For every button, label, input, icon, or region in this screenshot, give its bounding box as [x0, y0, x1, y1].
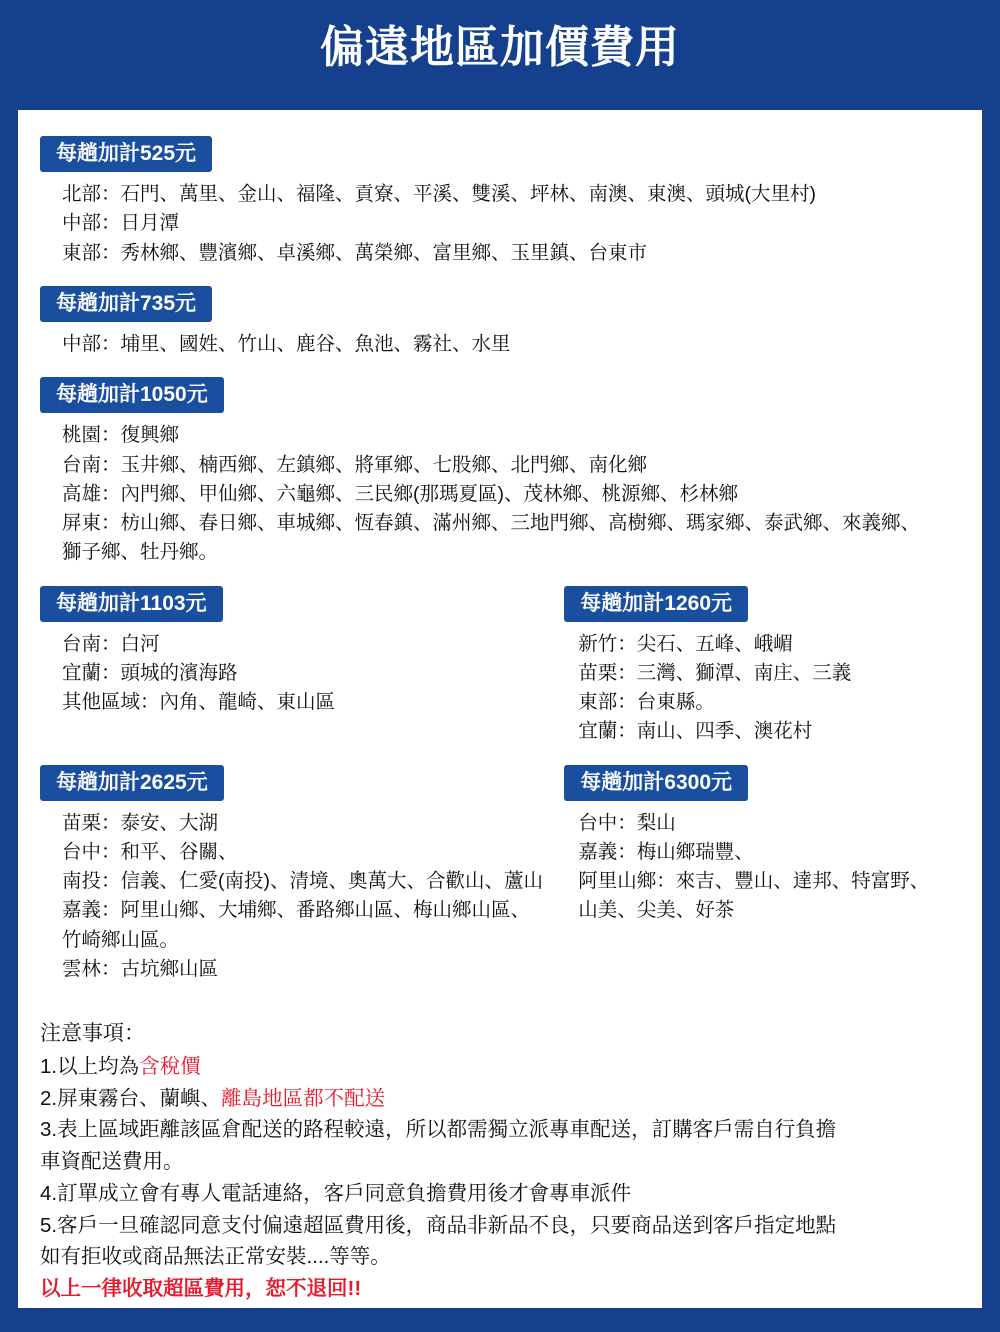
region-line: 苗栗：三灣、獅潭、南庄、三義	[578, 661, 852, 684]
fee-section-1260	[564, 586, 960, 747]
region-line: 台南：白河	[62, 632, 160, 655]
region-line: 獅子鄉、牡丹鄉。	[62, 541, 219, 564]
fee-badge: 每趟加計1050元	[40, 377, 224, 413]
note-item-4: 4.訂單成立會有專人電話連絡，客戶同意負擔費用後才會專車派件	[40, 1181, 632, 1205]
fee-region-list	[40, 630, 564, 718]
note-item-1-text: 1.以上均為	[40, 1054, 140, 1078]
fee-section-1103	[40, 586, 564, 747]
region-line: 高雄：內門鄉、甲仙鄉、六龜鄉、三民鄉(那瑪夏區)、茂林鄉、桃源鄉、杉林鄉	[62, 482, 738, 505]
region-line: 東部：台東縣。	[578, 691, 715, 714]
region-line: 東部：秀林鄉、豐濱鄉、卓溪鄉、萬榮鄉、富里鄉、玉里鎮、台東市	[62, 241, 648, 264]
fee-section-525	[40, 136, 960, 268]
note-item-2	[40, 1083, 960, 1115]
fee-section-2625	[40, 765, 564, 985]
fee-region-list	[564, 809, 960, 926]
fee-badge: 每趟加計1103元	[40, 586, 223, 622]
region-line: 中部：日月潭	[62, 212, 180, 235]
region-line: 台中：和平、谷關、	[62, 840, 238, 863]
notes-heading: 注意事項：	[40, 1022, 145, 1046]
note-item-3-line1: 3.表上區域距離該區倉配送的路程較遠，所以都需獨立派專車配送，訂購客戶需自行負擔	[40, 1118, 837, 1142]
fee-region-list	[40, 330, 960, 359]
notes-block	[40, 1018, 960, 1305]
region-line: 阿里山鄉：來吉、豐山、達邦、特富野、	[578, 870, 930, 893]
fee-badge: 每趟加計6300元	[564, 765, 748, 801]
region-line: 台中：梨山	[578, 811, 676, 834]
note-item-5-line1: 5.客戶一旦確認同意支付偏遠超區費用後，商品非新品不良，只要商品送到客戶指定地點	[40, 1213, 837, 1237]
region-line: 嘉義：梅山鄉瑞豐、	[578, 840, 754, 863]
region-line: 南投：信義、仁愛(南投)、清境、奧萬大、合歡山、蘆山	[62, 870, 543, 893]
region-line: 嘉義：阿里山鄉、大埔鄉、番路鄉山區、梅山鄉山區、	[62, 899, 531, 922]
note-item-1-highlight: 含稅價	[139, 1054, 201, 1078]
fee-badge: 每趟加計525元	[40, 136, 212, 172]
region-line: 宜蘭：頭城的濱海路	[62, 661, 238, 684]
region-line: 山美、尖美、好茶	[578, 899, 735, 922]
note-item-2-highlight: 離島地區都不配送	[221, 1086, 386, 1110]
region-line: 中部：埔里、國姓、竹山、鹿谷、魚池、霧社、水里	[62, 332, 511, 355]
region-line: 桃園：復興鄉	[62, 424, 180, 447]
region-line: 屏東：枋山鄉、春日鄉、車城鄉、恆春鎮、滿州鄉、三地門鄉、高樹鄉、瑪家鄉、泰武鄉、來義鄉、	[62, 512, 921, 535]
note-item-5-line2: 如有拒收或商品無法正常安裝....等等。	[40, 1245, 391, 1269]
note-item-2-text: 2.屏東霧台、蘭嶼、	[40, 1086, 222, 1110]
region-line: 新竹：尖石、五峰、峨嵋	[578, 632, 793, 655]
fee-badge: 每趟加計735元	[40, 286, 212, 322]
fee-badge: 每趟加計2625元	[40, 765, 224, 801]
region-line: 苗栗：泰安、大湖	[62, 811, 219, 834]
region-line: 台南：玉井鄉、楠西鄉、左鎮鄉、將軍鄉、七股鄉、北門鄉、南化鄉	[62, 453, 648, 476]
notes-footer: 以上一律收取超區費用，恕不退回!!	[40, 1277, 362, 1301]
fee-region-list	[40, 809, 564, 985]
fee-section-6300	[564, 765, 960, 985]
region-line: 雲林：古坑鄉山區	[62, 957, 219, 980]
fee-region-list	[40, 180, 960, 268]
fee-pair-row	[40, 765, 960, 985]
fee-section-1050	[40, 377, 960, 567]
region-line: 宜蘭：南山、四季、澳花村	[578, 720, 813, 743]
fee-region-list	[564, 630, 960, 747]
fee-badge: 每趟加計1260元	[564, 586, 748, 622]
region-line: 其他區域：內角、龍崎、東山區	[62, 691, 336, 714]
fee-region-list	[40, 421, 960, 567]
content-sheet	[18, 110, 982, 1308]
fee-pair-row	[40, 586, 960, 747]
note-item-3-line2: 車資配送費用。	[40, 1150, 184, 1174]
page-title: 偏遠地區加價費用	[320, 23, 680, 72]
region-line: 北部：石門、萬里、金山、福隆、貢寮、平溪、雙溪、坪林、南澳、東澳、頭城(大里村)	[62, 183, 816, 206]
region-line: 竹崎鄉山區。	[62, 928, 180, 951]
fee-section-735	[40, 286, 960, 359]
note-item-1	[40, 1051, 960, 1083]
